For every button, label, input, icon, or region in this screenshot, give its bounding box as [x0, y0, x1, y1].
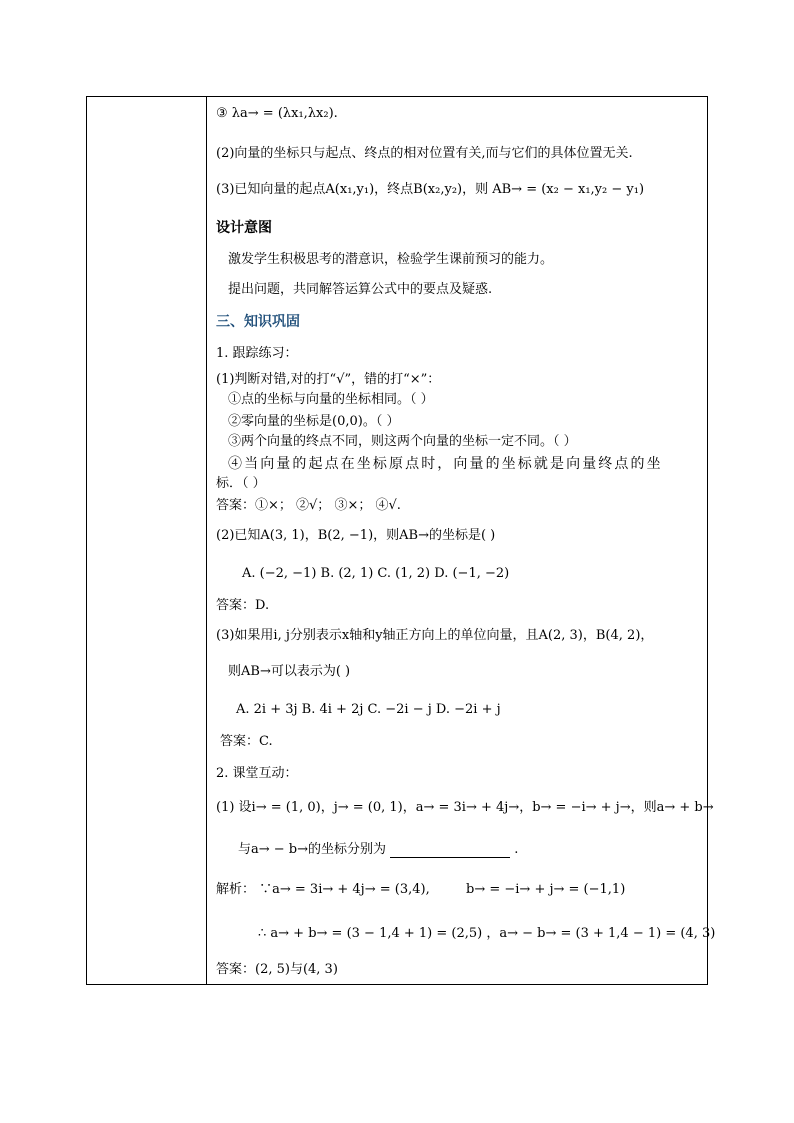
design-intent-heading: 设计意图: [216, 220, 272, 236]
analysis-line-1b: b→ = −i→ + j→ = (−1,1): [466, 882, 626, 897]
question-4-text: 与a→ − b→的坐标分别为: [238, 842, 387, 857]
subsection-1: 1. 跟踪练习：: [216, 346, 298, 361]
section-heading: 三、知识巩固: [216, 314, 300, 330]
analysis-line-1: 解析： ∵a→ = 3i→ + 4j→ = (3,4),: [216, 882, 430, 897]
intent-paragraph-1: 激发学生积极思考的潜意识，检验学生课前预习的能力。: [228, 252, 554, 267]
question-1: (1)判断对错,对的打“√”，错的打“×”：: [216, 372, 441, 387]
question-1-item-a: ①点的坐标与向量的坐标相同。（ ）: [228, 392, 434, 407]
answer-1: 答案：①×； ②√； ③×； ④√.: [216, 498, 401, 513]
question-2: (2)已知A(3, 1)，B(2, −1)，则AB→的坐标是( ): [216, 528, 496, 543]
analysis-line-2: ∴ a→ + b→ = (3 − 1,4 + 1) = (2,5) ，a→ − b→ = (3 + 1,4 − 1) = (4, 3): [258, 926, 716, 941]
formula-line-3: ③ λa→ = (λx₁,λx₂).: [216, 106, 338, 121]
left-column-cell: [87, 97, 207, 984]
note-line: (2)向量的坐标只与起点、终点的相对位置有关,而与它们的具体位置无关.: [216, 146, 633, 161]
answer-3: 答案：C.: [220, 734, 273, 749]
intent-paragraph-2: 提出问题，共同解答运算公式中的要点及疑惑.: [228, 282, 493, 297]
formula-ab-line: (3)已知向量的起点A(x₁,y₁)，终点B(x₂,y₂)，则 AB→ = (x₂ − x₁,y₂ − y₁): [216, 182, 645, 197]
question-3: (3)如果用i, j分别表示x轴和y轴正方向上的单位向量，且A(2, 3)，B(4, 2)，: [216, 628, 654, 643]
question-3-options: A. 2i + 3j B. 4i + 2j C. −2i − j D. −2i + j: [236, 702, 501, 717]
question-1-item-b: ②零向量的坐标是(0,0)。（ ）: [228, 414, 400, 429]
question-4-period: .: [514, 842, 519, 857]
answer-blank: [390, 845, 510, 858]
subsection-2: 2. 课堂互动：: [216, 766, 298, 781]
question-4: (1) 设i→ = (1, 0)，j→ = (0, 1)，a→ = 3i→ + 4j→，b→ = −i→ + j→，则a→ + b→: [216, 800, 714, 815]
question-1-item-c: ③两个向量的终点不同，则这两个向量的坐标一定不同。（ ）: [228, 434, 577, 449]
question-1-item-d: ④当向量的起点在坐标原点时，向量的坐标就是向量终点的坐: [228, 456, 663, 472]
question-3-cont: 则AB→可以表示为( ): [228, 664, 351, 679]
question-1-item-d-cont: 标．（ ）: [216, 476, 266, 491]
question-2-options: A. (−2, −1) B. (2, 1) C. (1, 2) D. (−1, −2): [242, 566, 510, 581]
answer-4: 答案：(2, 5)与(4, 3): [216, 962, 338, 977]
answer-2: 答案：D.: [216, 598, 270, 613]
question-4-cont: [238, 842, 518, 858]
